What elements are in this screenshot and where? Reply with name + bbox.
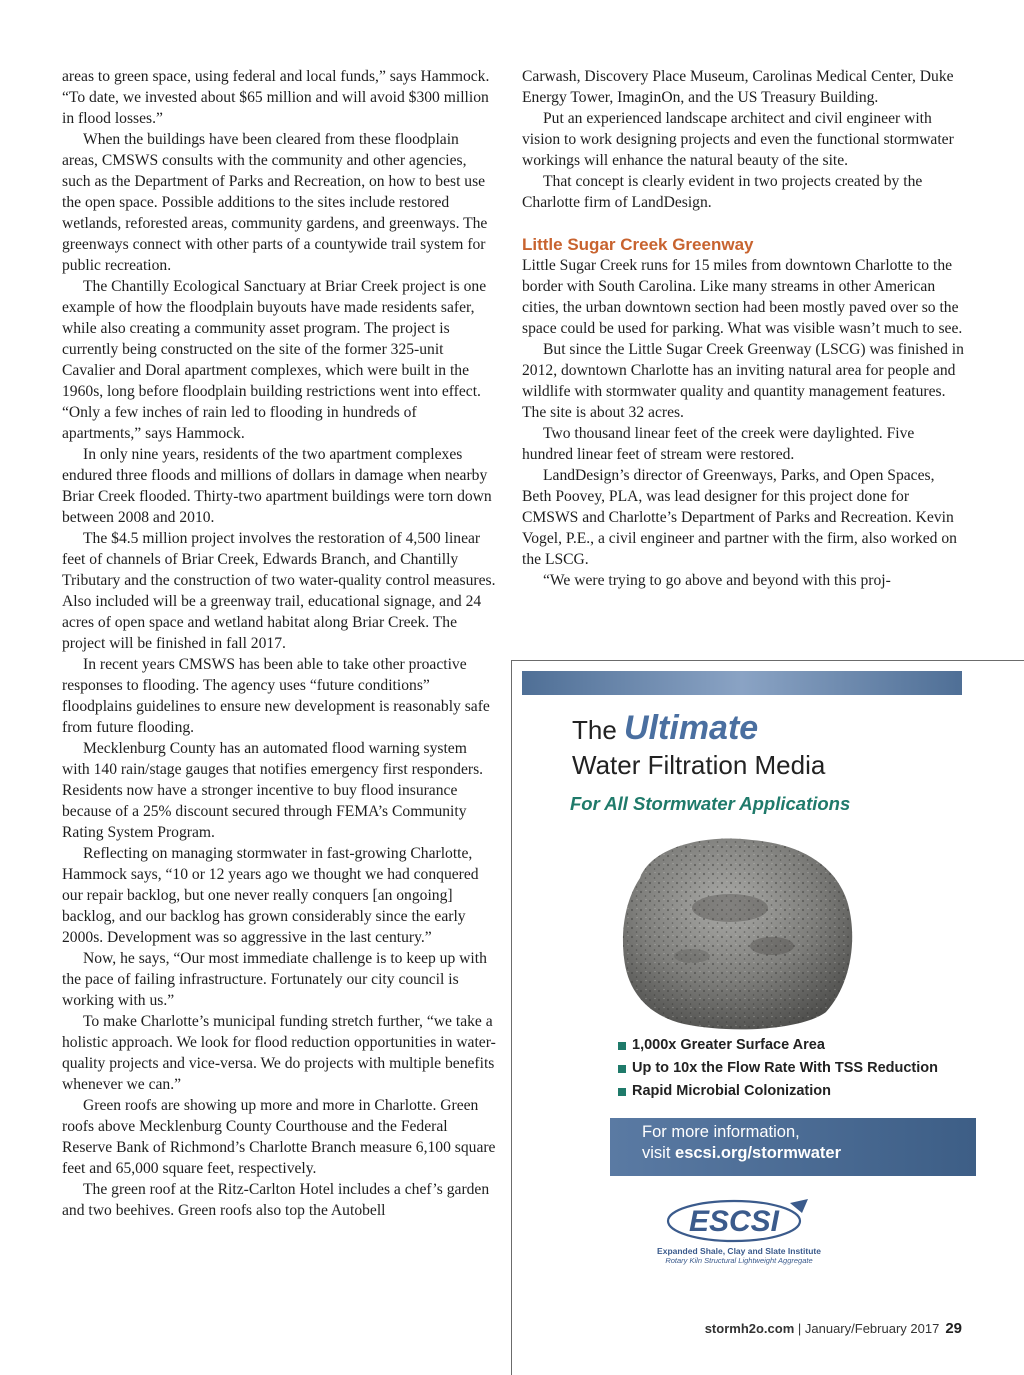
ad-info-box [610,1118,976,1176]
ad-headline [572,708,758,750]
list-item [618,1057,938,1080]
paragraph: Green roofs are showing up more and more in Charlotte. Green roofs above Mecklenburg County Courthouse and the Federal Reserve Bank of Richmond’s Charlotte Branch measure 6,100 square feet and 65,000 square feet, respectively. [62,1097,496,1177]
paragraph: That concept is clearly evident in two projects created by the Charlotte firm of LandDesign. [522,173,923,211]
list-item [618,1080,938,1103]
list-item [618,1034,938,1057]
footer-site[interactable]: stormh2o.com [704,1321,795,1336]
paragraph: The Chantilly Ecological Sanctuary at Briar Creek project is one example of how the floodplain buyouts have made residents safer, while also creating a community asset program. The project is currently being constructed on the site of the former 325-unit Cavalier and Doral apartment complexes, which were built in the 1960s, long before floodplain building restrictions went into effect. “Only a few inches of rain led to flooding in hundreds of apartments,” says Hammock. [62,278,487,442]
logo-sub-2: Rotary Kiln Structural Lightweight Aggregate [665,1256,813,1265]
feature-text: 1,000x Greater Surface Area [632,1037,825,1053]
paragraph: Reflecting on managing stormwater in fast-growing Charlotte, Hammock says, “10 or 12 years ago we thought we had conquered our repair backlog, but one never really conquers [an ongoing] backlog, and our backlog has grown considerably since the early 2000s. Development was so aggressive in the last century.” [62,845,479,946]
info-line-1: For more information, [642,1123,800,1141]
filtration-rock-image [612,826,862,1036]
footer-issue: January/February 2017 [804,1321,940,1336]
bullet-square-icon [618,1065,626,1073]
paragraph: Two thousand linear feet of the creek were daylighted. Five hundred linear feet of stream were restored. [522,425,915,463]
feature-text: Up to 10x the Flow Rate With TSS Reduction [632,1060,938,1076]
paragraph: The $4.5 million project involves the restoration of 4,500 linear feet of channels of Briar Creek, Edwards Branch, and Chantilly Tributary and the construction of two water-quality control measures. Also included will be a greenway trail, educational signage, and 24 acres of open space and wetland habitat along Briar Creek. The project will be finished in fall 2017. [62,530,496,652]
ad-header-band [522,671,962,695]
ad-url-link[interactable]: escsi.org/stormwater [675,1144,841,1162]
paragraph: In recent years CMSWS has been able to take other proactive responses to flooding. The agency uses “future conditions” floodplains guidelines to ensure new development is reasonably safe from future flooding. [62,656,490,736]
ad-headline-ultimate: Ultimate [624,709,759,747]
ad-border-top [511,660,1024,661]
ad-border-left [511,660,512,1375]
ad-headline-line2: Water Filtration Media [572,750,826,780]
ad-headline-the: The [572,715,617,745]
page-number: 29 [945,1320,962,1337]
paragraph: Mecklenburg County has an automated flood warning system with 140 rain/stage gauges that notifies emergency first responders. Residents now have a stronger incentive to buy flood insurance because of a 25% discount secured through FEMA’s Community Rating System Program. [62,740,484,841]
paragraph: To make Charlotte’s municipal funding stretch further, “we take a holistic approach. We look for flood reduction opportunities in water-quality projects and vice-versa. We do projects with multiple benefits whenever we can.” [62,1013,496,1093]
article-left-column [62,66,498,1221]
bullet-square-icon [618,1042,626,1050]
logo-sub-1: Expanded Shale, Clay and Slate Institute [657,1246,821,1256]
ad-tagline: For All Stormwater Applications [570,793,851,814]
feature-text: Rapid Microbial Colonization [632,1083,831,1099]
paragraph: When the buildings have been cleared from these floodplain areas, CMSWS consults with the community and other agencies, such as the Department of Parks and Recreation, on how to best use the open space. Possible additions to the sites include restored wetlands, reforested areas, community gardens, and greenways. The greenways connect with other parts of a countywide trail system for public recreation. [62,131,488,274]
info-line-2 [642,1143,976,1164]
ad-feature-list [618,1034,938,1103]
paragraph: In only nine years, residents of the two apartment complexes endured three floods and millions of dollars in damage when nearby Briar Creek flooded. Thirty-two apartment buildings were torn down between 2008 and 2010. [62,446,492,526]
paragraph: Little Sugar Creek runs for 15 miles from downtown Charlotte to the border with South Carolina. Like many streams in other American cities, the urban downtown section had been mostly paved over so the space could be used for parking. What was visible wasn’t much to see. [522,257,963,337]
paragraph: But since the Little Sugar Creek Greenway (LSCG) was finished in 2012, downtown Charlotte has an inviting natural area for people and wildlife with stormwater quality and quantity management features. The site is about 32 acres. [522,341,964,421]
logo-caption [648,1246,830,1266]
bullet-square-icon [618,1088,626,1096]
paragraph: Put an experienced landscape architect and civil engineer with vision to work designing projects and even the functional stormwater workings will enhance the natural beauty of the site. [522,110,954,169]
paragraph: The green roof at the Ritz-Carlton Hotel includes a chef’s garden and two beehives. Green roofs also top the Autobell [62,1181,490,1219]
paragraph: Carwash, Discovery Place Museum, Carolinas Medical Center, Duke Energy Tower, ImaginOn, and the US Treasury Building. [522,68,954,106]
paragraph: “We were trying to go above and beyond with this proj- [543,572,891,589]
page-footer [705,1320,962,1337]
section-subhead: Little Sugar Creek Greenway [522,235,754,254]
info-visit: visit [642,1144,671,1162]
paragraph: Now, he says, “Our most immediate challenge is to keep up with the pace of failing infrastructure. Fortunately our city council is working with us.” [62,950,487,1009]
article-right-column [522,66,964,591]
footer-separator: | [794,1321,805,1336]
logo-text: ESCSI [688,1205,780,1238]
paragraph: LandDesign’s director of Greenways, Parks, and Open Spaces, Beth Poovey, PLA, was lead designer for this project done for CMSWS and Charlotte’s Department of Parks and Recreation. Kevin Vogel, P.E., a civil engineer and partner with the firm, also worked on the LSCG. [522,467,957,568]
paragraph: areas to green space, using federal and local funds,” says Hammock. “To date, we invested about $65 million and will avoid $300 million in flood losses.” [62,68,490,127]
